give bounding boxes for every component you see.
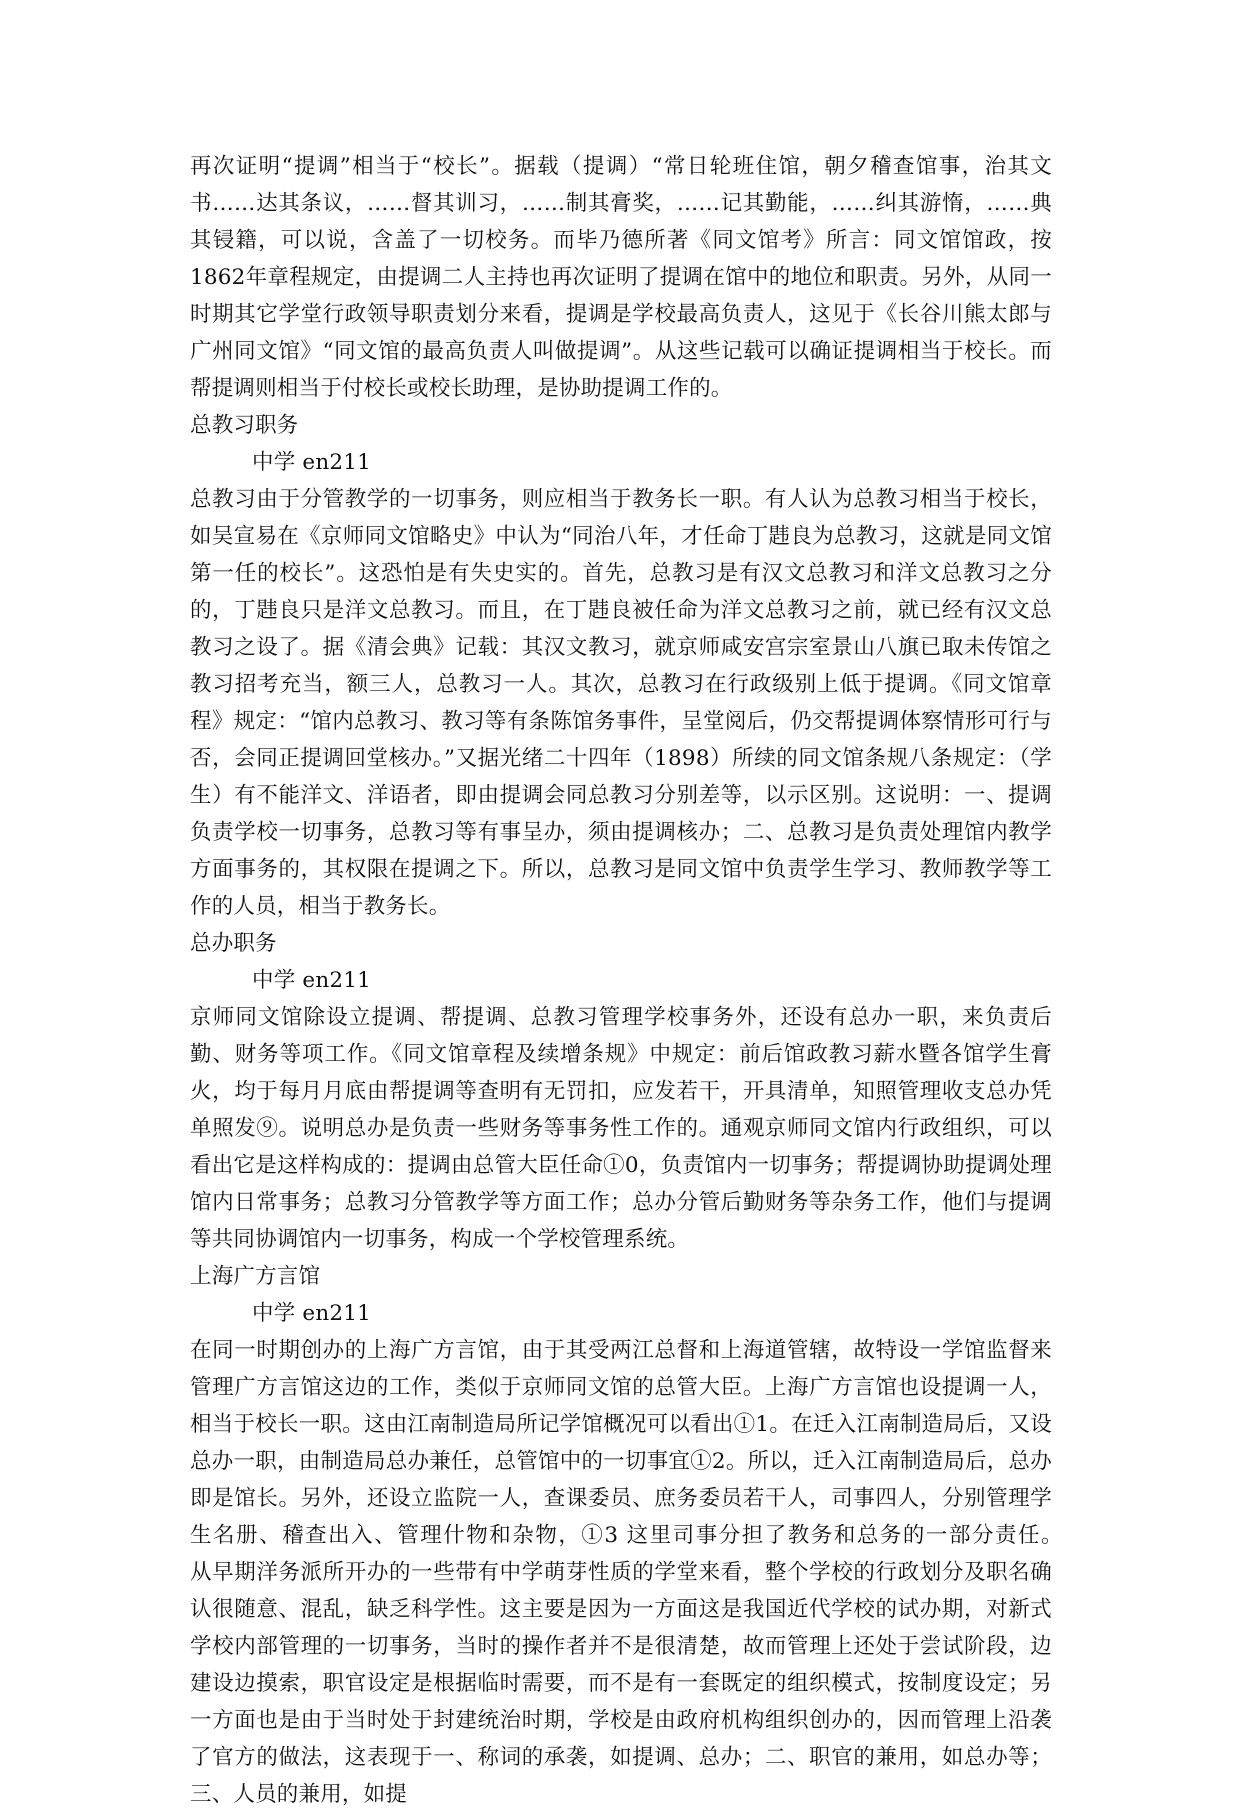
paragraph-shanghai-admin: 在同一时期创办的上海广方言馆，由于其受两江总督和上海道管辖，故特设一学馆监督来管理广方言馆这边的工作，类似于京师同文馆的总管大臣。上海广方言馆也设提调一人，相当于校长一职。这由江南制造局所记学馆概况可以看出①1。在迁入江南制造局后，又设总办一职，由制造局总办兼任，总管馆中的一切事宜①2。所以，迁入江南制造局后，总办即是馆长。另外，还设立监院一人，查课委员、庶务委员若干人，司事四人，分别管理学生名册、稽查出入、管理什物和杂物，①3 这里司事分担了教务和总务的一部分责任。 从早期洋务派所开办的一些带有中学萌芽性质的学堂来看，整个学校的行政划分及职名确认很随意、混乱，缺乏科学性。这主要是因为一方面这是我国近代学校的试办期，对新式学校内部管理的一切事务，当时的操作者并不是很清楚，故而管理上还处于尝试阶段，边建设边摸索，职官设定是根据临时需要，而不是有一套既定的组织模式，按制度设定；另一方面也是由于当时处于封建统治时期，学校是由政府机构组织创办的，因而管理上沿袭了官方的做法，这表现于一、称词的承袭，如提调、总办；二、职官的兼用，如总办等；三、人员的兼用，如提 [190, 1338, 1118, 1807]
subline-zhongxue-3: 中学 en211 [252, 1301, 372, 1326]
subline-zhongxue-2: 中学 en211 [252, 968, 372, 993]
subline-zhongxue-1: 中学 en211 [252, 450, 372, 475]
heading-zongjiaoxi: 总教习职务 [190, 413, 299, 438]
heading-zongban: 总办职务 [190, 931, 277, 956]
paragraph-zongban-duties: 京师同文馆除设立提调、帮提调、总教习管理学校事务外，还设有总办一职，来负责后勤、财务等项工作。《同文馆章程及续增条规》中规定：前后馆政教习薪水暨各馆学生膏火，均于每月月底由帮提调等查明有无罚扣，应发若干，开具清单，知照管理收支总办凭单照发⑨。说明总办是负责一些财务等事务性工作的。通观京师同文馆内行政组织，可以看出它是这样构成的：提调由总管大臣任命①0，负责馆内一切事务；帮提调协助提调处理馆内日常事务；总教习分管教学等方面工作；总办分管后勤财务等杂务工作，他们与提调等共同协调馆内一切事务，构成一个学校管理系统。 [190, 1005, 1052, 1252]
heading-shanghai-guangfangyanguan: 上海广方言馆 [190, 1264, 321, 1289]
paragraph-tidiao-role: 再次证明“提调”相当于“校长”。据载（提调）“常日轮班住馆，朝夕稽查馆事，治其文书……达其条议，……督其训习，……制其膏奖，……记其勤能，……纠其游惰，……典其锓籍，可以说，含盖了一切校务。而毕乃德所著《同文馆考》所言：同文馆馆政，按1862年章程规定，由提调二人主持也再次证明了提调在馆中的地位和职责。另外，从同一时期其它学堂行政领导职责划分来看，提调是学校最高负责人，这见于《长谷川熊太郎与广州同文馆》“同文馆的最高负责人叫做提调”。从这些记载可以确证提调相当于校长。而帮提调则相当于付校长或校长助理，是协助提调工作的。 [190, 154, 1052, 401]
paragraph-zongjiaoxi-duties: 总教习由于分管教学的一切事务，则应相当于教务长一职。有人认为总教习相当于校长，如吴宣易在《京师同文馆略史》中认为“同治八年，才任命丁韪良为总教习，这就是同文馆第一任的校长”。这恐怕是有失史实的。首先，总教习是有汉文总教习和洋文总教习之分的，丁韪良只是洋文总教习。而且，在丁韪良被任命为洋文总教习之前，就已经有汉文总教习之设了。据《清会典》记载：其汉文教习，就京师咸安宫宗室景山八旗已取未传馆之教习招考充当，额三人，总教习一人。其次，总教习在行政级别上低于提调。《同文馆章程》规定：“馆内总教习、教习等有条陈馆务事件，呈堂阅后，仍交帮提调体察情形可行与否，会同正提调回堂核办。”又据光绪二十四年（1898）所续的同文馆条规八条规定：（学生）有不能洋文、洋语者，即由提调会同总教习分别差等，以示区别。这说明：一、提调负责学校一切事务，总教习等有事呈办，须由提调核办；二、总教习是负责处理馆内教学方面事务的，其权限在提调之下。所以，总教习是同文馆中负责学生学习、教师教学等工作的人员，相当于教务长。 [190, 487, 1052, 919]
document-page [190, 148, 1118, 1813]
